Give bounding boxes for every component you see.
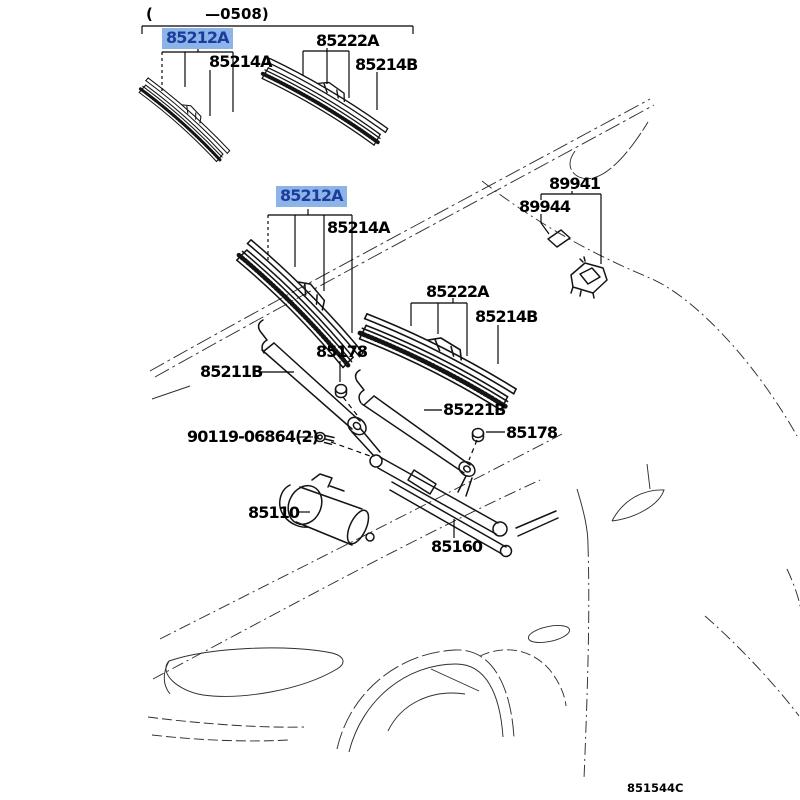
part-label-85214a-main[interactable]: 85214A	[327, 218, 390, 237]
diagram-code: 851544C	[627, 781, 684, 795]
part-label-85214b-main[interactable]: 85214B	[475, 307, 538, 326]
wiper-arm-driver-drawing	[259, 320, 370, 438]
part-label-85212a-top[interactable]: 85212A	[162, 28, 233, 49]
pivot-nut-driver-drawing	[336, 385, 347, 398]
part-label-85214b-top[interactable]: 85214B	[355, 55, 418, 74]
part-label-85160[interactable]: 85160	[431, 537, 483, 556]
part-label-85212a-main[interactable]: 85212A	[276, 186, 347, 207]
part-label-90119-06864[interactable]: 90119-06864(2)	[187, 427, 319, 446]
part-label-85222a-top[interactable]: 85222A	[316, 31, 379, 50]
part-label-89941[interactable]: 89941	[549, 174, 601, 193]
part-label-85222a-main[interactable]: 85222A	[426, 282, 489, 301]
wiper-blade-drawing-top-left	[136, 73, 235, 164]
part-label-89944[interactable]: 89944	[519, 197, 571, 216]
part-label-85178-passenger[interactable]: 85178	[506, 423, 558, 442]
part-label-85214a-top[interactable]: 85214A	[209, 52, 272, 71]
part-label-85110[interactable]: 85110	[248, 503, 300, 522]
pivot-nut-passenger-drawing	[473, 429, 484, 442]
reference-lines	[142, 26, 601, 538]
part-label-85221b[interactable]: 85221B	[443, 400, 506, 419]
part-label-85178-driver[interactable]: 85178	[316, 342, 368, 361]
rain-sensor-drawing	[571, 257, 607, 298]
part-label-85211b[interactable]: 85211B	[200, 362, 263, 381]
variant-range-note: ( —0508)	[146, 5, 269, 23]
